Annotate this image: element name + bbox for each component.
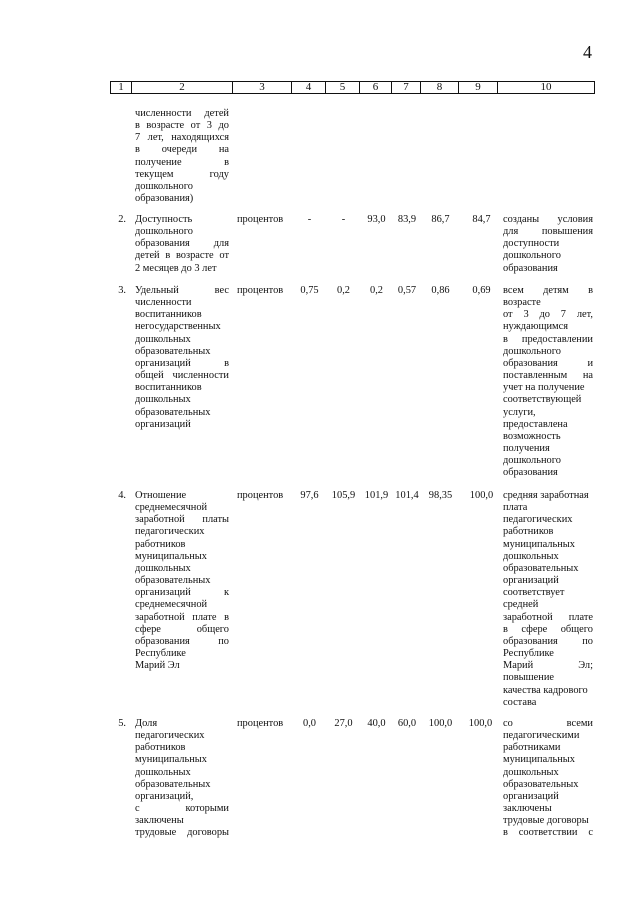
value-col-7: 83,9 — [397, 214, 417, 225]
text-line: муниципальных — [503, 538, 575, 550]
page-number: 4 — [583, 42, 592, 62]
text-line: дошкольного — [503, 345, 561, 357]
text-line: педагогических — [135, 526, 205, 538]
value-col-4: - — [307, 214, 312, 225]
text-line: численности детей — [135, 108, 229, 119]
result-cell — [503, 718, 593, 840]
text-line: воспитанников — [135, 382, 202, 394]
text-line: образовательных — [503, 562, 579, 574]
text-line: в очереди на — [135, 144, 229, 156]
text-line: трудовые договоры — [135, 827, 229, 839]
text-line: организаций к — [135, 587, 229, 599]
text-line: в возрасте от 3 до — [135, 120, 229, 132]
value-col-9: 100,0 — [468, 718, 493, 729]
text-line: Республике — [135, 648, 186, 660]
text-line: средняя заработная — [503, 490, 589, 501]
header-col-7: 7 — [391, 81, 421, 94]
header-col-2: 2 — [131, 81, 233, 94]
text-line: с которыми — [135, 803, 229, 815]
header-col-9: 9 — [458, 81, 498, 94]
text-line: трудовые договоры — [503, 815, 589, 827]
text-line: Удельный вес — [135, 285, 229, 296]
text-line: организаций, — [135, 790, 194, 802]
indicator-name-cell — [135, 214, 229, 275]
text-line: сфере общего — [135, 623, 229, 635]
value-col-8: 86,7 — [431, 214, 450, 225]
value-col-4: 97,6 — [300, 490, 319, 501]
header-col-1: 1 — [110, 81, 132, 94]
value-col-5: 0,2 — [337, 285, 350, 296]
value-col-6: 40,0 — [367, 718, 386, 729]
text-line: дошкольного — [135, 180, 193, 192]
text-line: заработной платы — [135, 514, 229, 526]
value-col-4: 0,75 — [300, 285, 319, 296]
indicator-name-cell — [135, 108, 229, 205]
text-line: образовательных — [135, 345, 211, 357]
text-line: повышение — [503, 672, 554, 684]
row-number: 5. — [118, 718, 126, 729]
text-line: муниципальных — [135, 550, 207, 562]
text-line: Марий Эл — [135, 660, 180, 672]
text-line: доступности — [503, 238, 560, 250]
text-line: услуги, — [503, 406, 536, 418]
text-line: в сфере общего — [503, 623, 593, 635]
value-col-9: 100,0 — [469, 490, 494, 501]
text-line: образования и — [503, 357, 593, 369]
value-col-5: - — [341, 214, 346, 225]
text-line: заработной плате — [503, 611, 593, 623]
value-col-9: 84,7 — [472, 214, 491, 225]
text-line: образования для — [135, 238, 229, 250]
text-line: получения — [503, 443, 550, 455]
text-line: нуждающимся — [503, 321, 568, 333]
result-cell — [503, 285, 593, 480]
header-col-5: 5 — [325, 81, 360, 94]
value-col-5: 105,9 — [331, 490, 356, 501]
text-line: от 3 до 7 лет, — [503, 309, 593, 321]
text-line: работников — [135, 538, 186, 550]
value-col-8: 100,0 — [428, 718, 453, 729]
row-number: 4. — [118, 490, 126, 501]
text-line: Доля — [135, 718, 158, 729]
text-line: учет на получение — [503, 382, 585, 394]
indicator-name-cell — [135, 490, 229, 672]
text-line: дошкольных — [135, 333, 191, 345]
row-number: 2. — [118, 214, 126, 225]
text-line: 7 лет, находящихся — [135, 132, 229, 144]
text-line: организаций — [503, 575, 559, 587]
text-line: муниципальных — [135, 754, 207, 766]
text-line: образовательных — [135, 575, 211, 587]
table-header-row — [110, 81, 595, 94]
text-line: среднемесячной — [135, 502, 208, 514]
text-line: средней — [503, 599, 539, 611]
text-line: плата — [503, 502, 528, 514]
text-line: образования — [503, 467, 558, 479]
text-line: соответствует — [503, 587, 565, 599]
result-cell — [503, 214, 593, 275]
text-line: организаций — [135, 418, 191, 430]
text-line: Марий Эл; — [503, 660, 593, 672]
text-line: состава — [503, 696, 537, 708]
text-line: Отношение — [135, 490, 187, 501]
value-col-7: 60,0 — [397, 718, 417, 729]
text-line: работников — [503, 526, 554, 538]
text-line: общей численности — [135, 370, 229, 382]
indicator-name-cell — [135, 285, 229, 431]
row-number: 3. — [118, 285, 126, 296]
text-line: всем детям в — [503, 285, 593, 296]
text-line: педагогическими — [503, 730, 580, 742]
text-line: организаций — [503, 790, 559, 802]
text-line: образовательных — [503, 778, 579, 790]
text-line: дошкольных — [135, 562, 191, 574]
text-line: дошкольных — [135, 766, 191, 778]
text-line: со всеми — [503, 718, 593, 729]
text-line: образования) — [135, 193, 194, 205]
text-line: предоставлена — [503, 418, 568, 430]
text-line: воспитанников — [135, 309, 202, 321]
text-line: образования — [503, 262, 558, 274]
value-col-6: 93,0 — [367, 214, 386, 225]
text-line: образования по — [503, 635, 593, 647]
text-line: образовательных — [135, 778, 211, 790]
text-line: дошкольных — [135, 394, 191, 406]
text-line: педагогических — [135, 730, 205, 742]
text-line: заработной плате в — [135, 611, 229, 623]
unit-cell: процентов — [237, 285, 284, 296]
header-col-6: 6 — [359, 81, 392, 94]
text-line: негосударственных — [135, 321, 221, 333]
text-line: 2 месяцев до 3 лет — [135, 262, 217, 274]
text-line: численности — [135, 297, 192, 309]
text-line: работников — [135, 742, 186, 754]
text-line: работниками — [503, 742, 561, 754]
text-line: дошкольного — [503, 250, 561, 262]
header-col-10: 10 — [497, 81, 595, 94]
text-line: детей в возрасте от — [135, 250, 229, 262]
text-line: для повышения — [503, 226, 593, 238]
text-line: педагогических — [503, 514, 573, 526]
text-line: возможность — [503, 430, 561, 442]
text-line: получение в — [135, 156, 229, 168]
text-line: качества кадрового — [503, 684, 588, 696]
text-line: заключены — [503, 803, 552, 815]
unit-cell: процентов — [237, 214, 284, 225]
text-line: организаций в — [135, 357, 229, 369]
value-col-7: 0,57 — [397, 285, 417, 296]
value-col-5: 27,0 — [334, 718, 353, 729]
text-line: дошкольного — [503, 455, 561, 467]
value-col-6: 0,2 — [370, 285, 383, 296]
text-line: текущем году — [135, 168, 229, 180]
text-line: поставленным на — [503, 370, 593, 382]
header-col-3: 3 — [232, 81, 292, 94]
result-cell — [503, 490, 593, 709]
text-line: в соответствии с — [503, 827, 593, 839]
unit-cell: процентов — [237, 718, 284, 729]
text-line: дошкольных — [503, 766, 559, 778]
value-col-7: 101,4 — [395, 490, 419, 501]
text-line: среднемесячной — [135, 599, 208, 611]
text-line: соответствующей — [503, 394, 582, 406]
text-line: возрасте — [503, 297, 541, 309]
indicator-name-cell — [135, 718, 229, 840]
header-col-8: 8 — [420, 81, 459, 94]
value-col-9: 0,69 — [472, 285, 491, 296]
value-col-8: 98,35 — [428, 490, 453, 501]
text-line: в предоставлении — [503, 333, 593, 345]
text-line: созданы условия — [503, 214, 593, 225]
text-line: образования по — [135, 635, 229, 647]
text-line: Республике — [503, 648, 554, 660]
text-line: дошкольных — [503, 550, 559, 562]
text-line: дошкольного — [135, 226, 193, 238]
value-col-4: 0,0 — [303, 718, 316, 729]
text-line: Доступность — [135, 214, 193, 225]
header-col-4: 4 — [291, 81, 326, 94]
unit-cell: процентов — [237, 490, 284, 501]
text-line: муниципальных — [503, 754, 575, 766]
value-col-6: 101,9 — [364, 490, 389, 501]
text-line: заключены — [135, 815, 184, 827]
value-col-8: 0,86 — [431, 285, 450, 296]
text-line: образовательных — [135, 406, 211, 418]
